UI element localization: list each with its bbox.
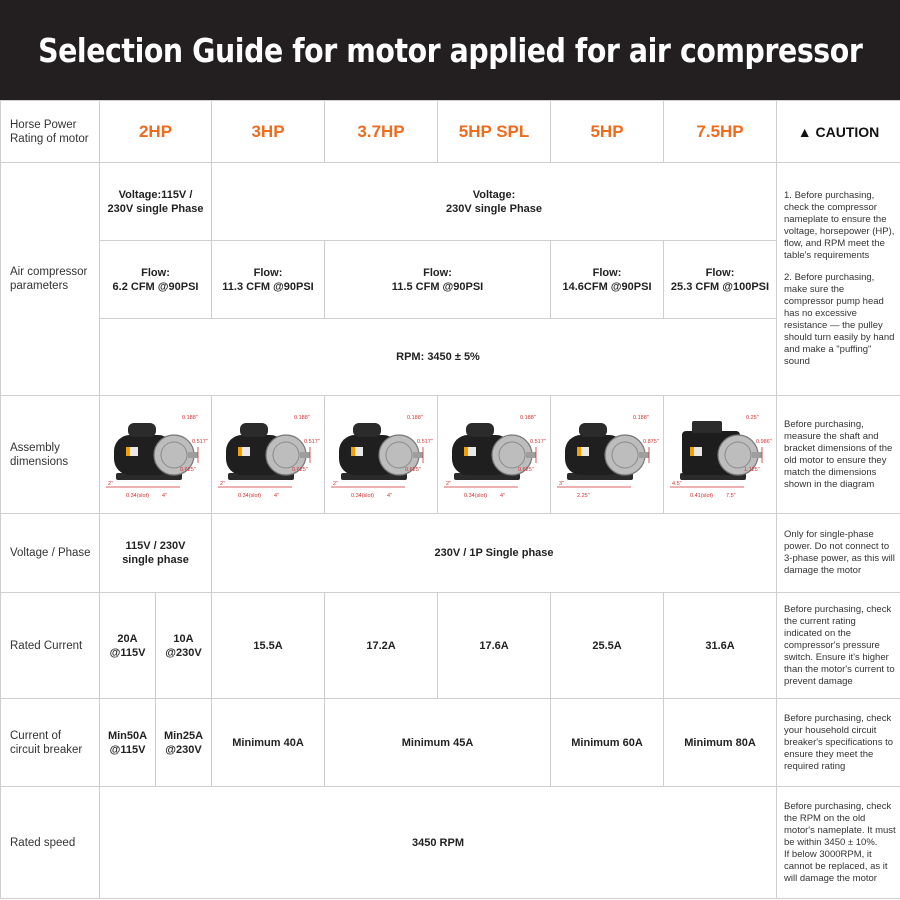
dimension-label: 4" bbox=[274, 492, 280, 499]
rated-speed-row bbox=[1, 787, 900, 899]
dimension-label: 0.517" bbox=[304, 438, 320, 445]
row-label-current: Rated Current bbox=[1, 593, 100, 699]
speed-value: 3450 RPM bbox=[100, 787, 777, 899]
flow-2hp: Flow: 6.2 CFM @90PSI bbox=[100, 241, 212, 319]
hp-2hp: 2HP bbox=[100, 101, 212, 163]
current-5hp-spl: 17.6A bbox=[438, 593, 551, 699]
dimension-label: 7.5" bbox=[726, 492, 736, 499]
capacitor-box bbox=[466, 423, 494, 437]
motor-image-3hp bbox=[212, 396, 325, 514]
motor-diagram bbox=[442, 407, 546, 503]
dimension-label: 0.625" bbox=[405, 466, 421, 473]
dimension-label: 0.875" bbox=[643, 438, 659, 445]
voltage-phase-other: 230V / 1P Single phase bbox=[212, 514, 777, 593]
dimension-label: 0.188" bbox=[181, 414, 198, 421]
motor-shaft bbox=[188, 452, 198, 458]
dimension-label: 2.25" bbox=[577, 492, 590, 499]
dimension-label: 0.34(slot) bbox=[125, 492, 149, 499]
dimension-label: 0.517" bbox=[417, 438, 433, 445]
capacitor-box bbox=[579, 423, 607, 437]
flow-row bbox=[1, 241, 900, 319]
dimension-label: 0.188" bbox=[633, 414, 649, 421]
dimension-label: 4" bbox=[387, 492, 393, 499]
warning-label bbox=[690, 447, 694, 456]
row-label-hp: Horse Power Rating of motor bbox=[1, 101, 100, 163]
dimension-label: 4.5" bbox=[672, 480, 682, 487]
motor-diagram bbox=[555, 407, 659, 503]
breaker-7-5hp: Minimum 80A bbox=[664, 699, 777, 787]
dimension-label: 0.25" bbox=[746, 414, 759, 421]
motor-diagram bbox=[216, 407, 320, 503]
row-label-voltage: Voltage / Phase bbox=[1, 514, 100, 593]
current-2hp-115v: 20A @115V bbox=[100, 593, 156, 699]
dimension-label: 0.517" bbox=[191, 438, 208, 445]
dimension-label: 2" bbox=[446, 480, 452, 487]
row-label-assembly: Assembly dimensions bbox=[1, 396, 100, 514]
motor-shaft bbox=[526, 452, 536, 458]
dimension-label: 3" bbox=[559, 480, 565, 487]
voltage-param-row bbox=[1, 163, 900, 241]
dimension-label: 4" bbox=[500, 492, 506, 499]
voltage-phase-2hp: 115V / 230V single phase bbox=[100, 514, 212, 593]
breaker-row bbox=[1, 699, 900, 787]
motor-image-2hp bbox=[100, 396, 212, 514]
dimension-label: 0.34(slot) bbox=[351, 492, 374, 499]
caution-header: ▲ CAUTION bbox=[777, 101, 900, 163]
rated-current-row bbox=[1, 593, 900, 699]
current-7-5hp: 31.6A bbox=[664, 593, 777, 699]
breaker-5hp: Minimum 60A bbox=[551, 699, 664, 787]
dimension-label: 0.34(slot) bbox=[238, 492, 261, 499]
dimension-label: 0.188" bbox=[294, 414, 310, 421]
motor-image-3-7hp bbox=[325, 396, 438, 514]
capacitor-box bbox=[353, 423, 381, 437]
dimension-label: 0.188" bbox=[407, 414, 423, 421]
note-1: 1. Before purchasing, check the compressor nameplate to ensure the voltage, horsepower (HP), flow, and RPM meet the table's requirements bbox=[784, 190, 895, 261]
flow-5hp: Flow: 14.6CFM @90PSI bbox=[551, 241, 664, 319]
hp-3-7hp: 3.7HP bbox=[325, 101, 438, 163]
note-2: 2. Before purchasing, make sure the compressor pump head has no excessive resistance — the pulley should turn easily by hand and make a "puffing" sound bbox=[784, 272, 895, 367]
motor-shaft bbox=[300, 452, 310, 458]
warning-label bbox=[464, 447, 468, 456]
motor-image-5hp bbox=[551, 396, 664, 514]
current-3hp: 15.5A bbox=[212, 593, 325, 699]
dimension-label: 4" bbox=[161, 492, 167, 499]
hp-header-row bbox=[1, 101, 900, 163]
rpm-row bbox=[1, 319, 900, 396]
capacitor-box bbox=[692, 421, 722, 433]
dimension-label: 0.625" bbox=[179, 466, 196, 473]
voltage-other: Voltage: 230V single Phase bbox=[212, 163, 777, 241]
capacitor-box bbox=[240, 423, 268, 437]
breaker-3-7hp-5hp-spl: Minimum 45A bbox=[325, 699, 551, 787]
current-3-7hp: 17.2A bbox=[325, 593, 438, 699]
capacitor-box bbox=[128, 423, 156, 437]
dimension-label: 2" bbox=[333, 480, 339, 487]
hp-3hp: 3HP bbox=[212, 101, 325, 163]
assembly-row bbox=[1, 396, 900, 514]
row-label-speed: Rated speed bbox=[1, 787, 100, 899]
breaker-3hp: Minimum 40A bbox=[212, 699, 325, 787]
row-label-breaker: Current of circuit breaker bbox=[1, 699, 100, 787]
dimension-label: 0.188" bbox=[520, 414, 536, 421]
current-note: Before purchasing, check the current rating indicated on the compressor's pressure switch. Ensure it's higher than the motor's current to prevent damage bbox=[777, 593, 900, 699]
dimension-label: 0.34(slot) bbox=[464, 492, 487, 499]
motor-shaft bbox=[413, 452, 423, 458]
assembly-note: Before purchasing, measure the shaft and bracket dimensions of the old motor to ensure they match the dimensions shown in the diagram bbox=[777, 396, 900, 514]
motor-shaft bbox=[752, 452, 762, 458]
flow-7-5hp: Flow: 25.3 CFM @100PSI bbox=[664, 241, 777, 319]
row-label-air-params: Air compressor parameters bbox=[1, 163, 100, 396]
dimension-label: 0.41(slot) bbox=[690, 492, 713, 499]
motor-diagram bbox=[104, 407, 208, 503]
voltage-note: Only for single-phase power. Do not connect to 3-phase power, as this will damage the motor bbox=[777, 514, 900, 593]
flow-3hp: Flow: 11.3 CFM @90PSI bbox=[212, 241, 325, 319]
air-params-note bbox=[777, 163, 900, 396]
dimension-label: 2" bbox=[107, 480, 113, 487]
motor-diagram bbox=[329, 407, 433, 503]
motor-shaft bbox=[639, 452, 649, 458]
dimension-label: 1.125" bbox=[744, 466, 760, 473]
title-banner bbox=[0, 0, 900, 100]
warning-label bbox=[126, 447, 130, 456]
flow-3-7hp-5hp-spl: Flow: 11.5 CFM @90PSI bbox=[325, 241, 551, 319]
warning-label bbox=[577, 447, 581, 456]
current-5hp: 25.5A bbox=[551, 593, 664, 699]
motor-image-5hp-spl bbox=[438, 396, 551, 514]
voltage-2hp: Voltage:115V / 230V single Phase bbox=[100, 163, 212, 241]
current-2hp-230v: 10A @230V bbox=[156, 593, 212, 699]
motor-image-7-5hp bbox=[664, 396, 777, 514]
hp-5hp: 5HP bbox=[551, 101, 664, 163]
dimension-label: 2" bbox=[220, 480, 226, 487]
hp-5hp-spl: 5HP SPL bbox=[438, 101, 551, 163]
page-title: Selection Guide for motor applied for air compressor bbox=[37, 30, 863, 70]
warning-label bbox=[238, 447, 242, 456]
dimension-label: 0.986" bbox=[756, 438, 772, 445]
voltage-phase-row bbox=[1, 514, 900, 593]
breaker-2hp-115v: Min50A @115V bbox=[100, 699, 156, 787]
dimension-label: 0.625" bbox=[292, 466, 308, 473]
breaker-note: Before purchasing, check your household circuit breaker's specifications to ensure they meet the required rating bbox=[777, 699, 900, 787]
rpm-value: RPM: 3450 ± 5% bbox=[100, 319, 777, 396]
selection-guide-table bbox=[0, 100, 900, 899]
dimension-label: 0.625" bbox=[518, 466, 534, 473]
warning-label bbox=[351, 447, 355, 456]
hp-7-5hp: 7.5HP bbox=[664, 101, 777, 163]
motor-diagram bbox=[668, 407, 772, 503]
dimension-label: 0.517" bbox=[530, 438, 546, 445]
speed-note: Before purchasing, check the RPM on the old motor's nameplate. It must be within 3450 ± 10%. If below 3000RPM, it cannot be replaced, as it will damage the motor bbox=[777, 787, 900, 899]
breaker-2hp-230v: Min25A @230V bbox=[156, 699, 212, 787]
